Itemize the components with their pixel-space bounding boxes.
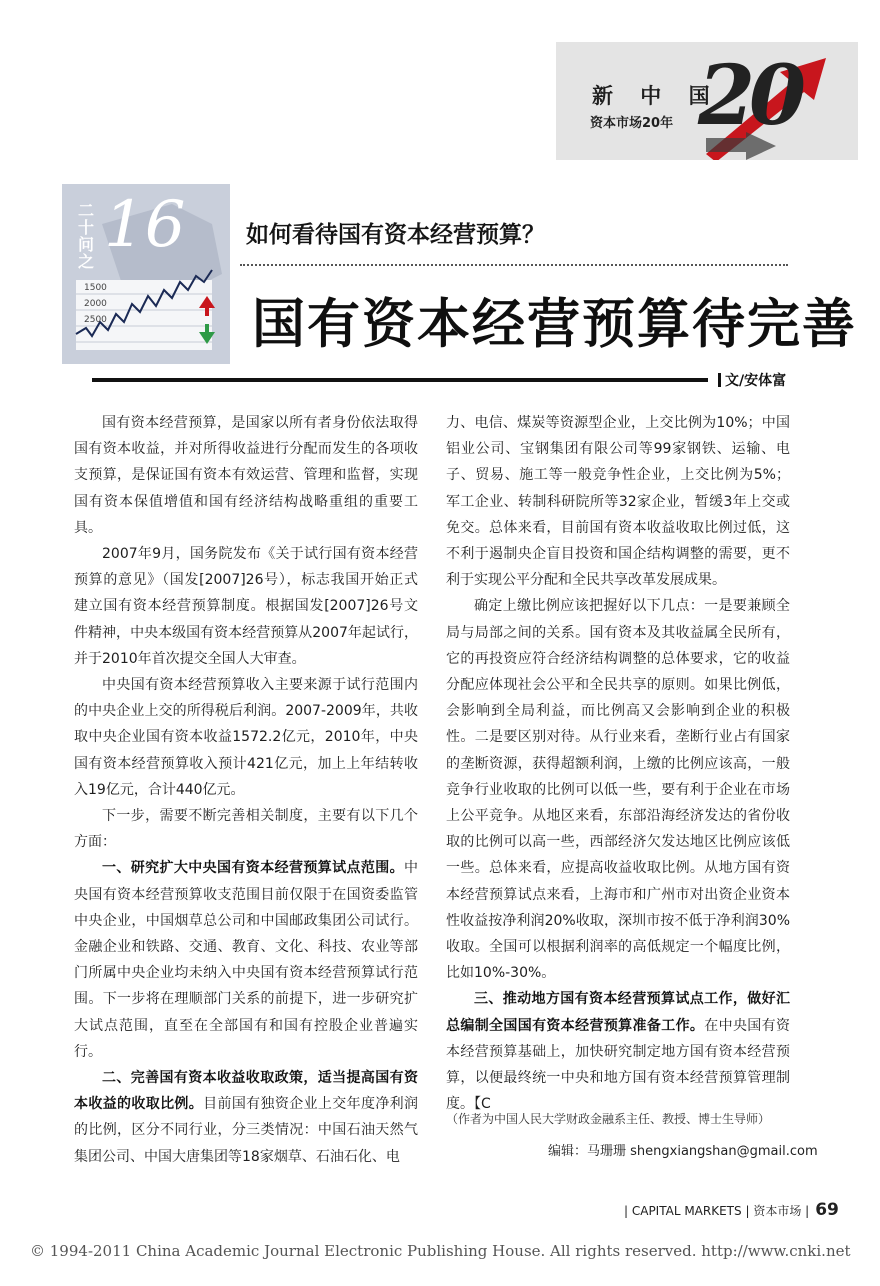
footer-sep: | [624,1204,632,1218]
author-name: 文/安体富 [725,373,787,389]
footer-sep: | [741,1204,754,1218]
title-rule [92,378,708,382]
paragraph [74,803,418,855]
paragraph [74,1065,418,1170]
banner-line2: 资本市场20年 [590,116,674,131]
article-title: 国有资本经营预算待完善 [252,293,857,355]
page-footer [624,1200,839,1220]
editor-credit: 编辑：马珊珊 shengxiangshan@gmail.com [548,1144,818,1159]
series-label: 二十问之 [78,201,95,271]
footer-sep: | [801,1204,810,1218]
paragraph-text: 目前国有独资企业上交年度净利润的比例，区分不同行业，分三类情况：中国石油天然气集团公司、中国大唐集团等18家烟草、石油石化、电 [74,1096,419,1165]
paragraph [446,986,790,1117]
paragraph [446,593,790,986]
footer-magazine: CAPITAL MARKETS [631,1204,742,1218]
badge-tick: 2000 [84,299,107,309]
author-byline [718,370,786,390]
left-column [74,410,418,1170]
article-subtitle: 如何看待国有资本经营预算？ [246,222,545,248]
paragraph [74,855,418,1065]
badge-tick: 2500 [84,315,107,325]
badge-tick-labels [84,280,107,328]
paragraph-text: 中央国有资本经营预算收支范围目前仅限于在国资委监管中央企业，中国烟草总公司和中国邮政集团公司试行。金融企业和铁路、交通、教育、文化、科技、农业等部门所属中央企业均未纳入中央国有资本经营预算试行范围。下一步将在理顺部门关系的前提下，进一步研究扩大试点范围，直至在全部国有和国有控股企业普遍实行。 [74,860,418,1060]
section-heading: 一、研究扩大中央国有资本经营预算试点范围。 [102,860,404,877]
series-number: 16 [104,188,186,262]
paragraph [74,672,418,803]
paragraph-text: 在中央国有资本经营预算基础上，加快研究制定地方国有资本经营预算，以便最终统一中央和地方国有资本经营预算管理制度。【C [446,1017,791,1113]
dotted-divider [240,264,788,266]
banner-big-number: 20 [698,48,801,144]
byline-bar [718,373,721,387]
author-note: （作者为中国人民大学财政金融系主任、教授、博士生导师） [446,1112,771,1126]
paragraph-text: 2007年9月，国务院发布《关于试行国有资本经营预算的意见》（国发[2007]26号），标志我国开始正式建立国有资本经营预算制度。根据国发[2007]26号文件精神，中央本级国有资本经营预算从2007年起试行，并于2010年首次提交全国人大审查。 [74,546,418,667]
paragraph [74,410,418,541]
paragraph-text: 力、电信、煤炭等资源型企业，上交比例为10%；中国铝业公司、宝钢集团有限公司等99家钢铁、运输、电子、贸易、施工等一般竞争性企业，上交比例为5%；军工企业、转制科研院所等32家企业，暂缓3年上交或免交。总体来看，目前国有资本收益收取比例过低，这不利于遏制央企盲目投资和国企结构调整的需要，更不利于实现公平分配和全民共享改革发展成果。 [446,415,790,589]
badge-tick: 1500 [84,283,107,293]
section-heading: 三、推动地方国有资本经营预算试点工作，做好汇总编制全国国有资本经营预算准备工作。 [446,991,790,1034]
paragraph [74,541,418,672]
series-badge [62,184,230,364]
footer-section: 资本市场 [753,1204,802,1218]
paragraph-text: 中央国有资本经营预算收入主要来源于试行范围内的中央企业上交的所得税后利润。2007-2009年，共收取中央企业国有资本收益1572.2亿元，2010年，中央国有资本经营预算收入预计421亿元，加上上年结转收入19亿元，合计440亿元。 [74,677,418,798]
paragraph [446,410,790,593]
page-number: 69 [815,1200,839,1220]
right-column [446,410,790,1117]
banner-line1: 新 中 国 [592,83,720,108]
paragraph-text: 下一步，需要不断完善相关制度，主要有以下几个方面： [74,808,418,851]
paragraph-text: 确定上缴比例应该把握好以下几点：一是要兼顾全局与局部之间的关系。国有资本及其收益属全民所有，它的再投资应符合经济结构调整的总体要求，它的收益分配应体现社会公平和全民共享的原则。如果比例低，会影响到全局利益，而比例高又会影响到企业的积极性。二是要区别对待。从行业来看，垄断行业占有国家的垄断资源，获得超额利润，上缴的比例应该高，一般竞争行业收取的比例可以低一些，要有利于企业在市场上公平竞争。从地区来看，东部沿海经济发达的省份收取的比例可以高一些，西部经济欠发达地区比例应该低一些。总体来看，应提高收益收取比例。从地方国有资本经营预算试点来看，上海市和广州市对出资企业资本性收益按净利润20%收取，深圳市按不低于净利润30%收取。全国可以根据利润率的高低规定一个幅度比例，比如10%-30%。 [446,598,790,982]
section-heading: 二、完善国有资本收益收取政策，适当提高国有资本收益的收取比例。 [74,1070,418,1113]
series-banner [556,42,858,160]
paragraph-text: 国有资本经营预算，是国家以所有者身份依法取得国有资本收益，并对所得收益进行分配而发生的各项收支预算，是保证国有资本有效运营、管理和监督，实现国有资本保值增值和国有经济结构战略重组的重要工具。 [74,415,418,536]
copyright-line: © 1994-2011 China Academic Journal Electronic Publishing House. All rights reserved. http://www.cnki.net [30,1242,851,1260]
